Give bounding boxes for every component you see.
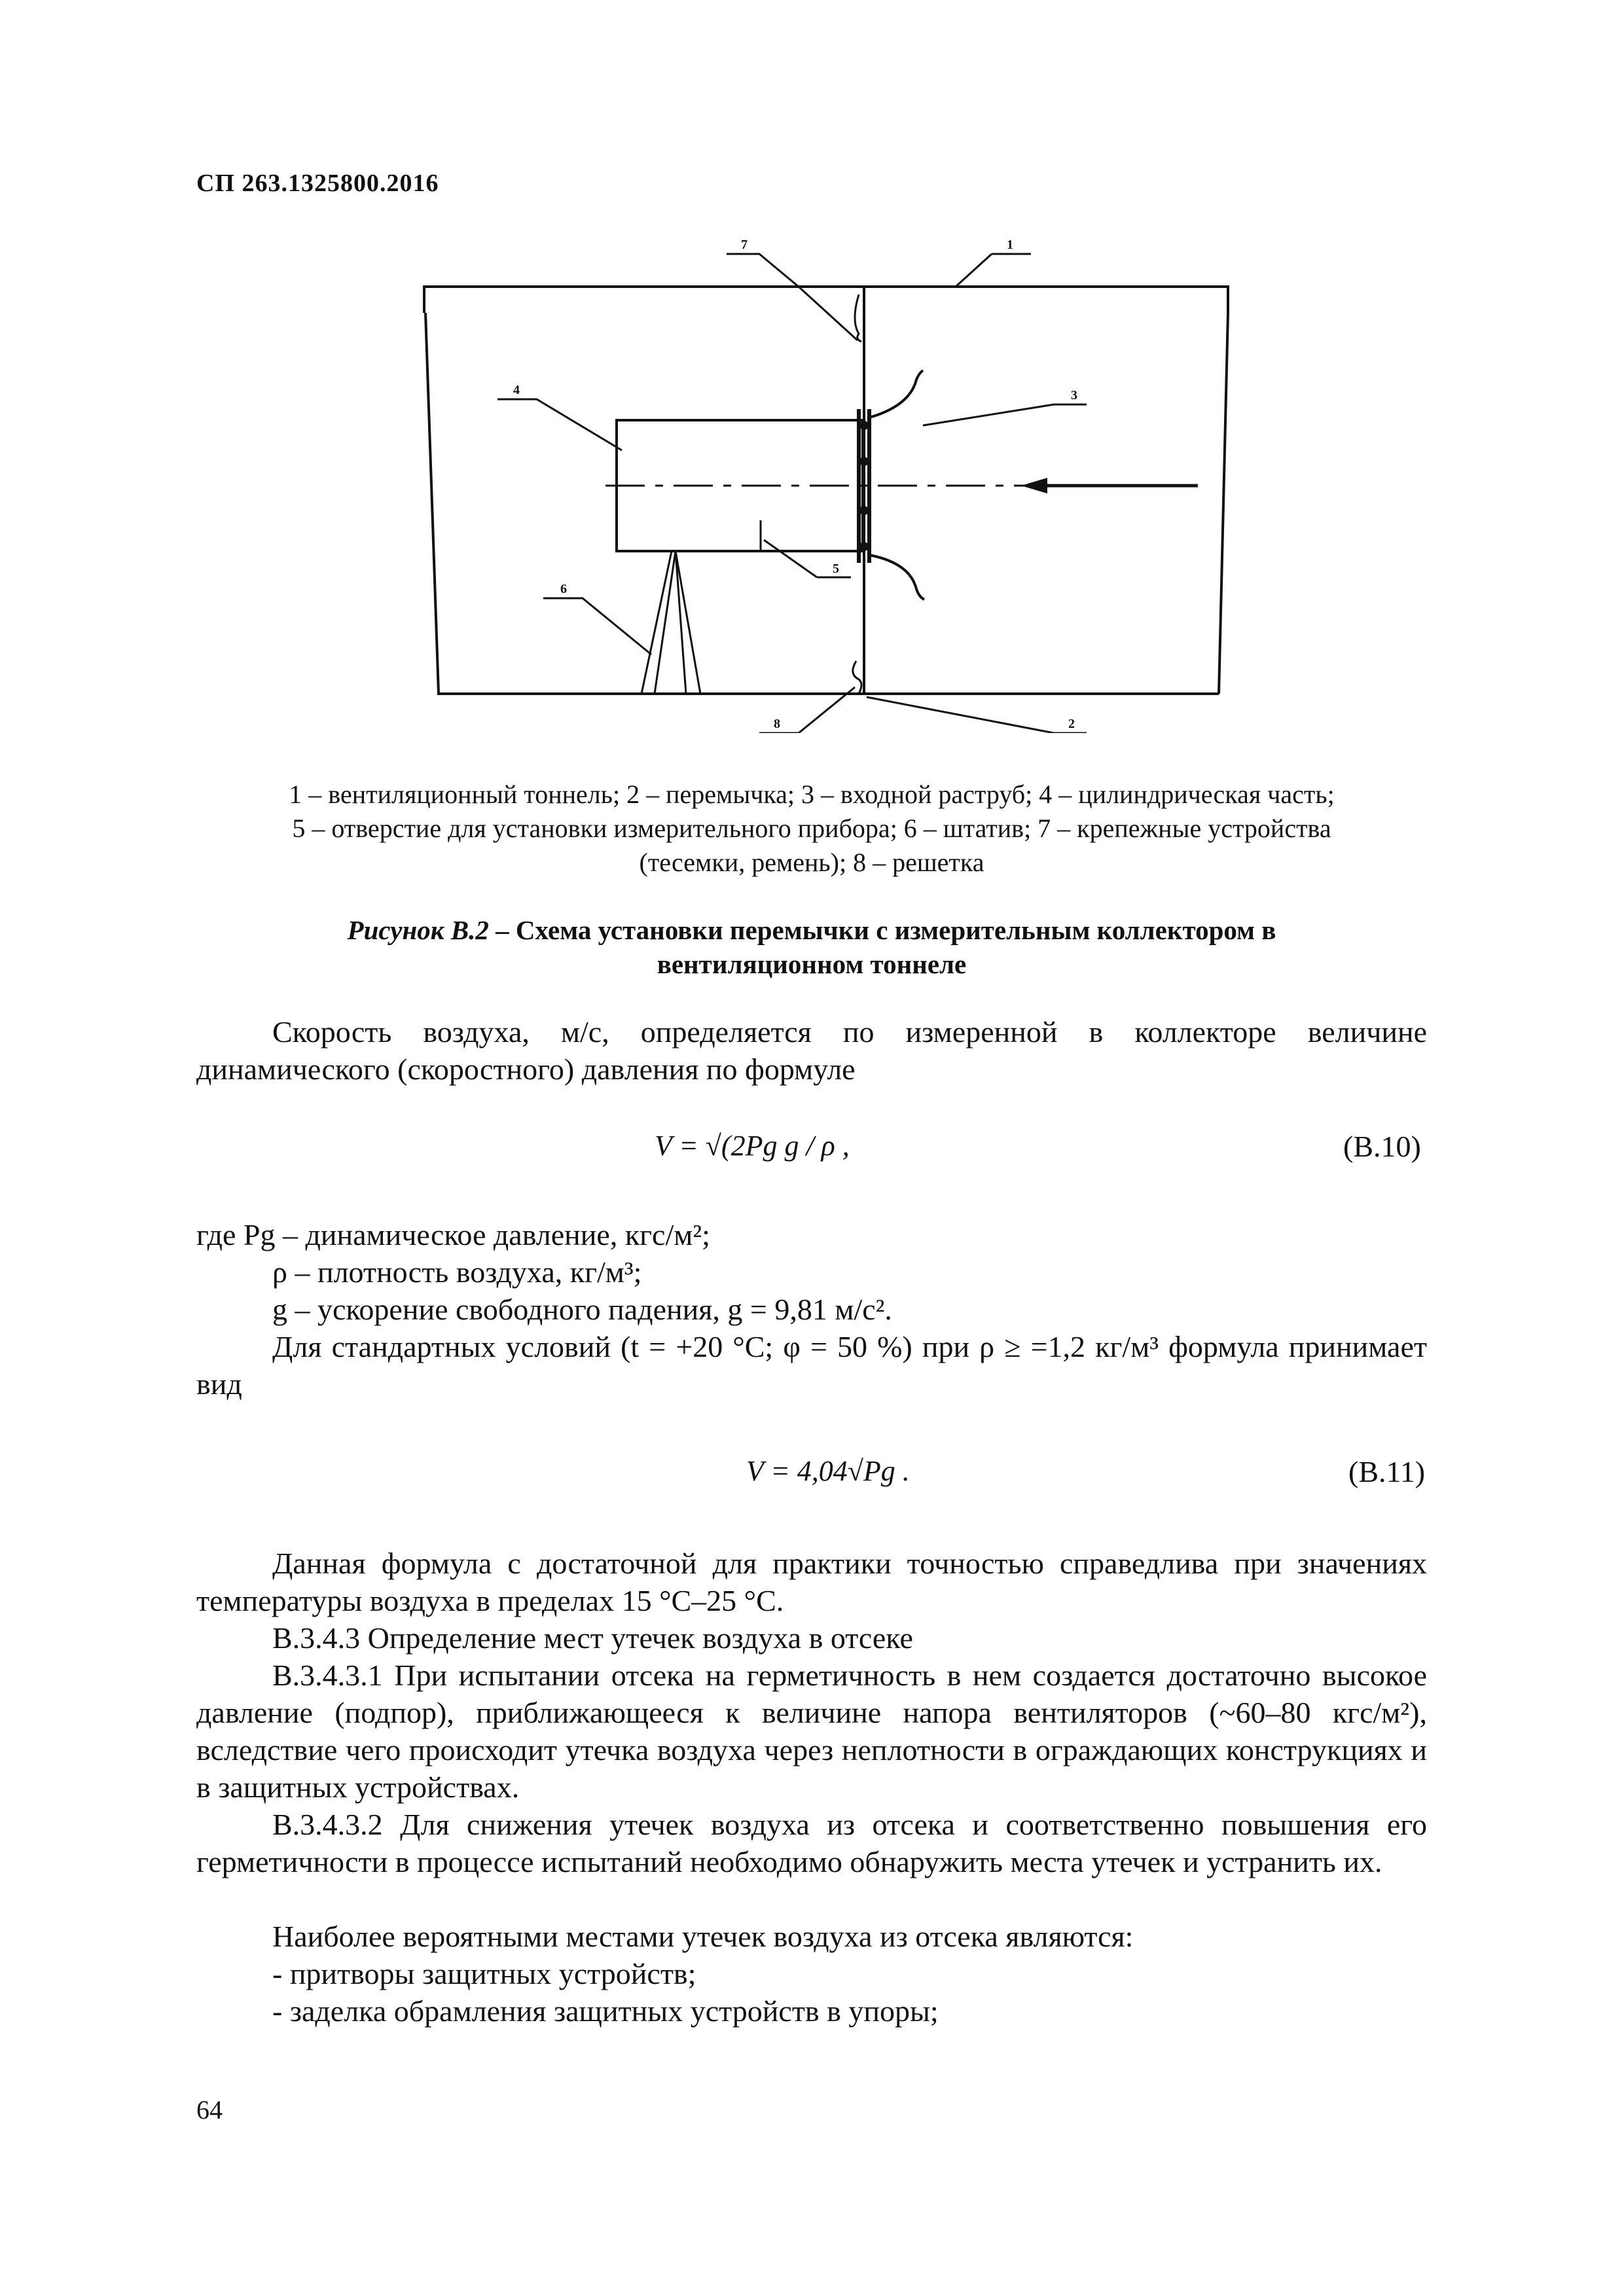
label-8: 8 <box>774 717 780 731</box>
where-g: g – ускорение свободного падения, g = 9,81 м/с². <box>272 1293 892 1326</box>
figure-title <box>196 913 1427 947</box>
label-6: 6 <box>560 582 567 596</box>
where-pg: где Pg – динамическое давление, кгс/м²; <box>196 1218 710 1251</box>
label-3: 3 <box>1071 388 1077 403</box>
formula-b10-number: (В.10) <box>1343 1130 1421 1163</box>
label-5: 5 <box>833 562 839 576</box>
page-number: 64 <box>196 2095 223 2125</box>
paragraph-air-velocity: Скорость воздуха, м/с, определяется по измеренной в коллекторе величине динамического (скоростного) давления по формуле <box>196 1015 1427 1086</box>
section-heading-b343: В.3.4.3 Определение мест утечек воздуха в отсеке <box>272 1621 913 1655</box>
label-4: 4 <box>513 383 520 397</box>
paragraph-leak-places: Наиболее вероятными местами утечек воздуха из отсека являются: <box>272 1920 1134 1953</box>
formula-b11-number: (В.11) <box>1348 1455 1426 1488</box>
strap-icon <box>855 295 861 342</box>
paragraph-formula-validity: Данная формула с достаточной для практики точностью справедлива при значениях температуры воздуха в пределах 15 °С–25 °С. <box>196 1547 1427 1617</box>
formula-b11: V = 4,04√Pg . <box>746 1455 910 1487</box>
tunnel-outline <box>424 287 1228 313</box>
label-7: 7 <box>741 238 748 252</box>
where-rho: ρ – плотность воздуха, кг/м³; <box>272 1255 642 1289</box>
formula-b10: V = √(2Pg g / ρ , <box>655 1130 850 1162</box>
list-item-2: - заделка обрамления защитных устройств в упоры; <box>272 1994 939 2028</box>
figure-title-text-1: – Схема установки перемычки с измерительным коллектором в <box>488 915 1276 945</box>
collector-installation-diagram <box>393 209 1276 733</box>
flow-arrow-head <box>1021 478 1047 493</box>
tripod-icon <box>641 551 700 694</box>
document-code-header: СП 263.1325800.2016 <box>196 170 439 197</box>
label-2: 2 <box>1068 717 1075 731</box>
figure-legend-line-3: (тесемки, ремень); 8 – решетка <box>639 848 984 877</box>
figure-legend-line-2: 5 – отверстие для установки измерительного прибора; 6 – штатив; 7 – крепежные устройства <box>292 814 1331 843</box>
figure-number: Рисунок В.2 <box>347 915 489 945</box>
paragraph-standard-conditions: Для стандартных условий (t = +20 °С; φ = 50 %) при ρ ≥ =1,2 кг/м³ формула принимает вид <box>196 1330 1427 1401</box>
inlet-bell <box>869 370 923 418</box>
paragraph-b3432: В.3.4.3.2 Для снижения утечек воздуха из отсека и соответственно повышения его герметичности в процессе испытаний необходимо обнаружить места утечек и устранить их. <box>196 1808 1427 1878</box>
label-1: 1 <box>1007 238 1013 252</box>
paragraph-b3431: В.3.4.3.1 При испытании отсека на герметичность в нем создается достаточно высокое давление (подпор), приближающееся к величине напора вентиляторов (~60–80 кгс/м²), вследствие чего происходит утечка воздуха через неплотности в ограждающих конструкциях и в защитных устройствах. <box>196 1659 1427 1804</box>
figure-title-line-2: вентиляционном тоннеле <box>657 949 967 979</box>
list-item-1: - притворы защитных устройств; <box>272 1957 696 1990</box>
figure-legend-line-1: 1 – вентиляционный тоннель; 2 – перемычка; 3 – входной раструб; 4 – цилиндрическая часть; <box>289 780 1335 809</box>
